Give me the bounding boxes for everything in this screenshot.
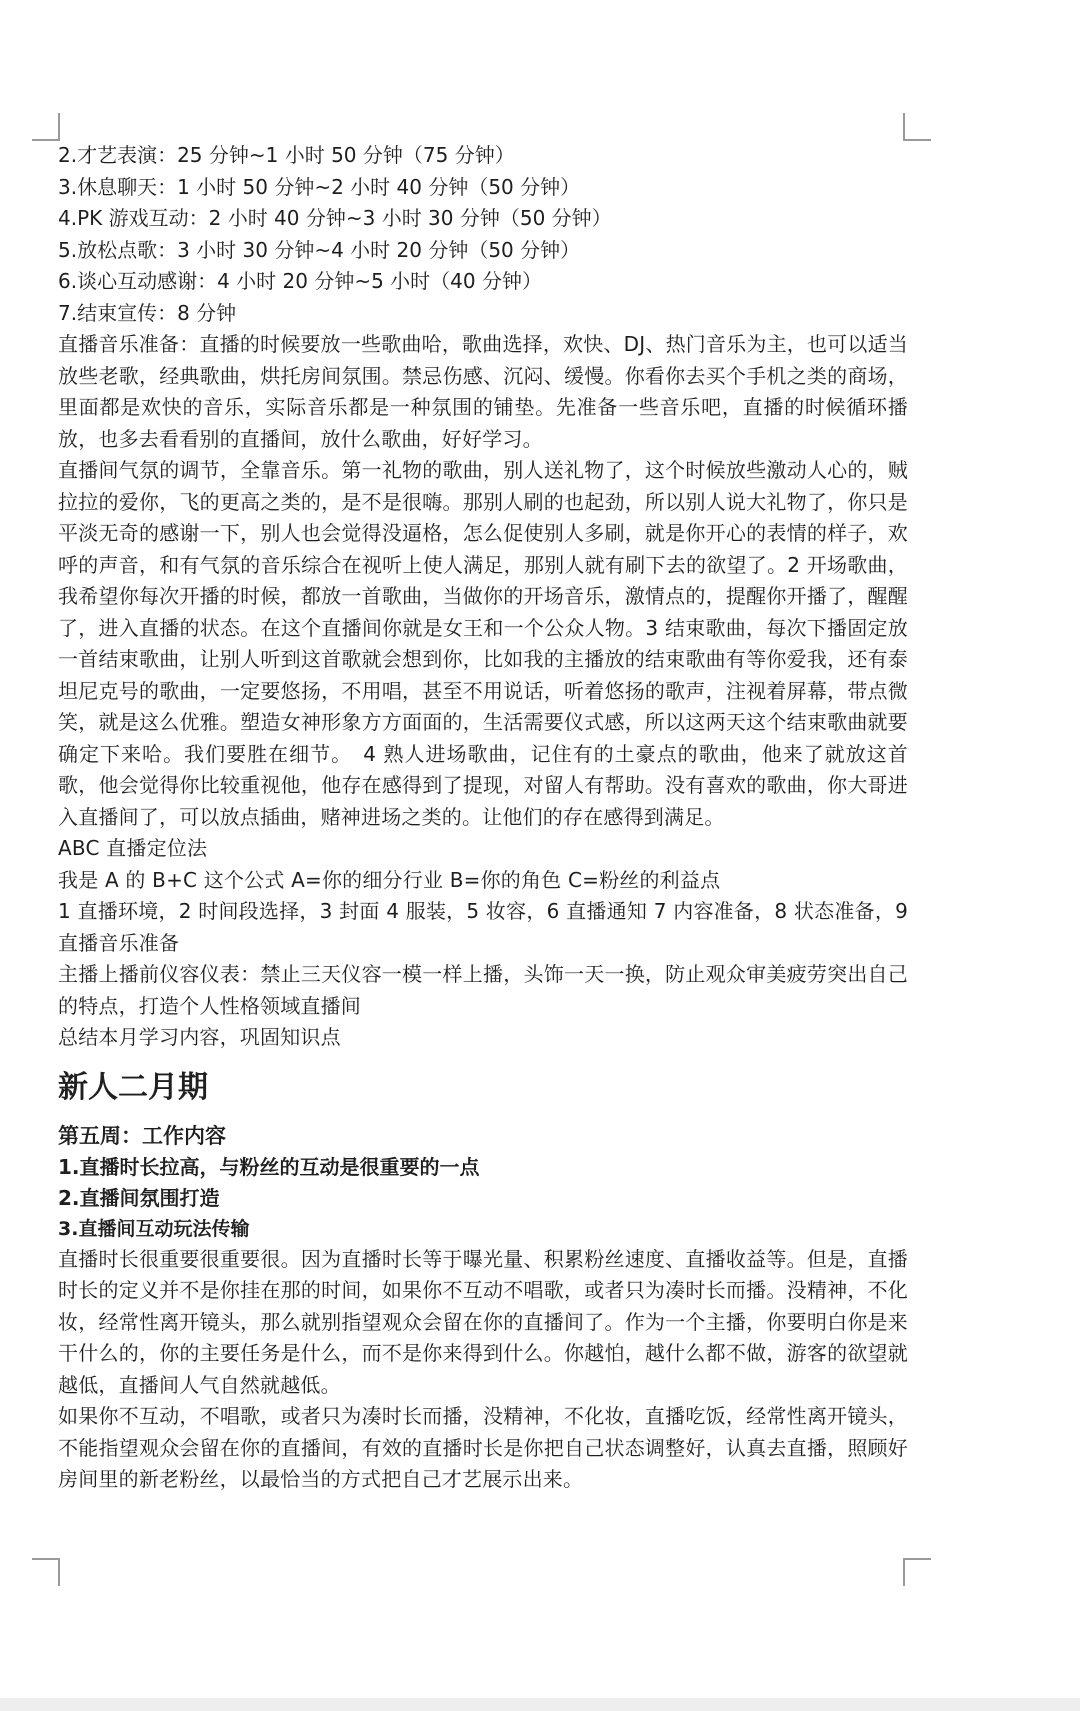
- page-corner-mark-bottom-left: [32, 1558, 60, 1586]
- summary-paragraph: 总结本月学习内容，巩固知识点: [58, 1025, 341, 1049]
- page-corner-mark-top-right: [903, 113, 931, 141]
- document-body: [58, 140, 908, 1496]
- week-heading: 第五周：工作内容: [58, 1123, 226, 1148]
- schedule-item: 3.休息聊天：1 小时 50 分钟~2 小时 40 分钟（50 分钟）: [58, 174, 581, 199]
- duration-paragraph: 直播时长很重要很重要很。因为直播时长等于曝光量、积累粉丝速度、直播收益等。但是，直播时长的定义并不是你挂在那的时间，如果你不互动不唱歌，或者只为凑时长而播。没精神，不化妆，经常性离开镜头，那么就别指望观众会留在你的直播间了。作为一个主播，你要明白你是来干什么的，你的主要任务是什么，而不是你来得到什么。你越怕，越什么都不做，游客的欲望就越低，直播间人气自然就越低。: [58, 1246, 908, 1397]
- schedule-item: 7.结束宣传：8 分钟: [58, 300, 237, 325]
- interaction-paragraph: 如果你不互动，不唱歌，或者只为凑时长而播，没精神，不化妆，直播吃饭，经常性离开镜头，不能指望观众会留在你的直播间，有效的直播时长是你把自己状态调整好，认真去直播，照顾好房间里的新老粉丝，以最恰当的方式把自己才艺展示出来。: [58, 1404, 908, 1491]
- music-preparation-paragraph: 直播音乐准备：直播的时候要放一些歌曲哈，歌曲选择，欢快、DJ、热门音乐为主，也可以适当放些老歌，经典歌曲，烘托房间氛围。禁忌伤感、沉闷、缓慢。你看你去买个手机之类的商场，里面都是欢快的音乐，实际音乐都是一种氛围的铺垫。先准备一些音乐吧，直播的时候循环播放，也多去看看别的直播间，放什么歌曲，好好学习。: [58, 332, 908, 451]
- work-item-1: 1.直播时长拉高，与粉丝的互动是很重要的一点: [58, 1154, 480, 1179]
- schedule-item: 2.才艺表演：25 分钟~1 小时 50 分钟（75 分钟）: [58, 143, 515, 167]
- page-corner-mark-bottom-right: [903, 1558, 931, 1586]
- section-title: 新人二月期: [58, 1069, 208, 1105]
- bottom-strip: [0, 1698, 1080, 1711]
- work-item-3: 3.直播间互动玩法传输: [58, 1217, 250, 1240]
- abc-positioning-heading: ABC 直播定位法: [58, 836, 208, 860]
- schedule-item: 6.谈心互动感谢：4 小时 20 分钟~5 小时（40 分钟）: [58, 269, 542, 293]
- work-item-2: 2.直播间氛围打造: [58, 1185, 220, 1210]
- schedule-item: 5.放松点歌：3 小时 30 分钟~4 小时 20 分钟（50 分钟）: [58, 237, 581, 262]
- schedule-item: 4.PK 游戏互动：2 小时 40 分钟~3 小时 30 分钟（50 分钟）: [58, 206, 612, 230]
- appearance-paragraph: 主播上播前仪容仪表：禁止三天仪容一模一样上播，头饰一天一换，防止观众审美疲劳突出自己的特点，打造个人性格领域直播间: [58, 962, 908, 1018]
- abc-formula-paragraph: 我是 A 的 B+C 这个公式 A=你的细分行业 B=你的角色 C=粉丝的利益点: [58, 867, 721, 892]
- page-corner-mark-top-left: [32, 113, 60, 141]
- checklist-paragraph: 1 直播环境，2 时间段选择，3 封面 4 服装，5 妆容，6 直播通知 7 内容准备，8 状态准备，9 直播音乐准备: [58, 899, 908, 955]
- atmosphere-paragraph: 直播间气氛的调节，全靠音乐。第一礼物的歌曲，别人送礼物了，这个时候放些激动人心的，贼拉拉的爱你，飞的更高之类的，是不是很嗨。那别人刷的也起劲，所以别人说大礼物了，你只是平淡无奇的感谢一下，别人也会觉得没逼格，怎么促使别人多刷，就是你开心的表情的样子，欢呼的声音，和有气氛的音乐综合在视听上使人满足，那别人就有刷下去的欲望了。2 开场歌曲，我希望你每次开播的时候，都放一首歌曲，当做你的开场音乐，激情点的，提醒你开播了，醒醒了，进入直播的状态。在这个直播间你就是女王和一个公众人物。3 结束歌曲，每次下播固定放一首结束歌曲，让别人听到这首歌就会想到你，比如我的主播放的结束歌曲有等你爱我，还有泰坦尼克号的歌曲，一定要悠扬，不用唱，甚至不用说话，听着悠扬的歌声，注视着屏幕，带点微笑，就是这么优雅。塑造女神形象方方面面的，生活需要仪式感，所以这两天这个结束歌曲就要确定下来哈。我们要胜在细节。 4 熟人进场歌曲，记住有的土豪点的歌曲，他来了就放这首歌，他会觉得你比较重视他，他存在感得到了提现，对留人有帮助。没有喜欢的歌曲，你大哥进入直播间了，可以放点插曲，赌神进场之类的。让他们的存在感得到满足。: [58, 458, 908, 829]
